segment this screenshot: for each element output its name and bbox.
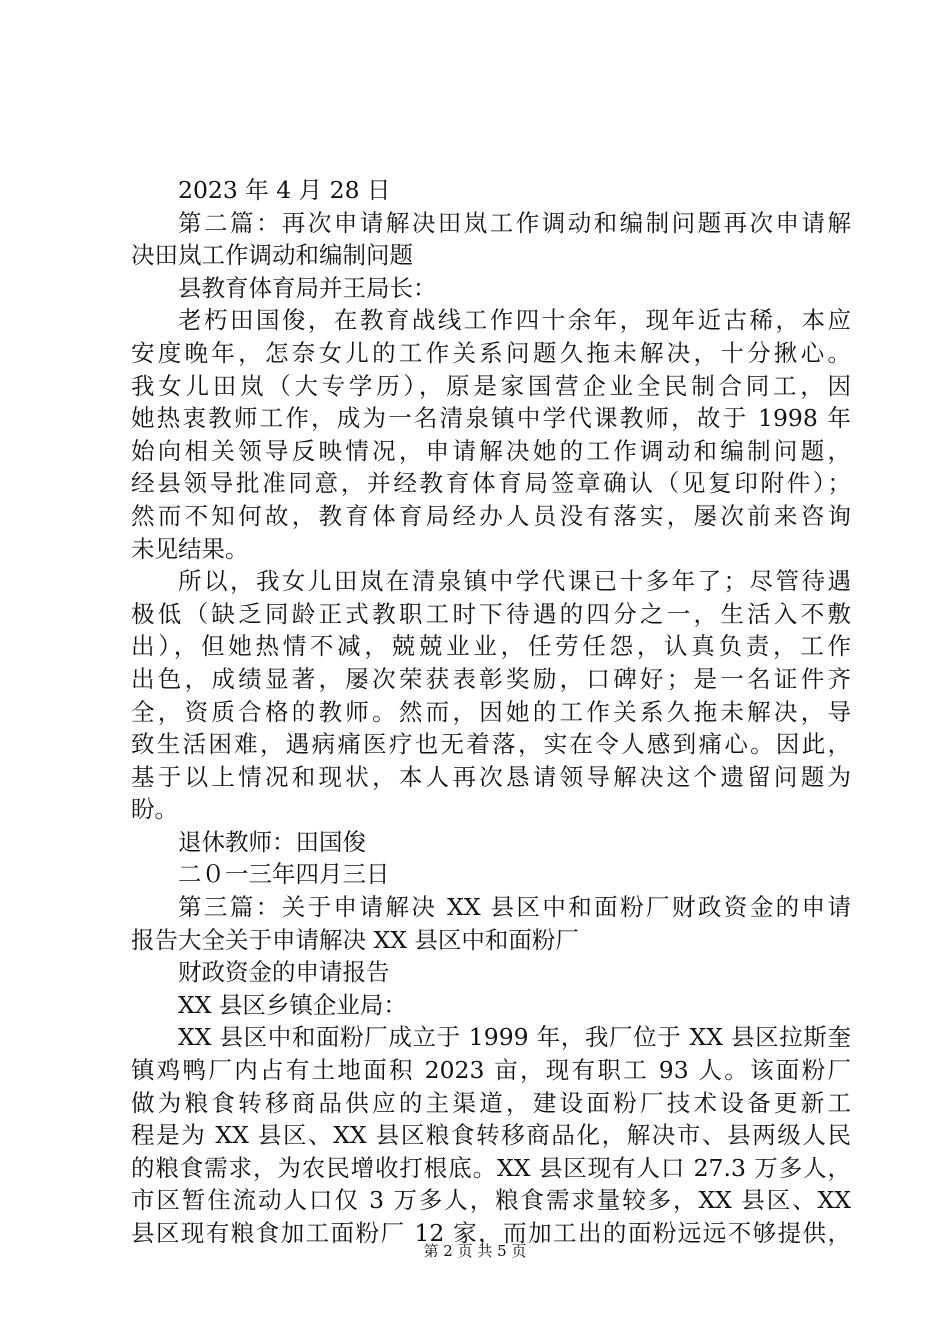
salutation: 县教育体育局并王局长： (178, 273, 437, 302)
section-3-title-line-1: 第三篇：关于申请解决 XX 县区中和面粉厂财政资金的申请 (178, 893, 851, 922)
section-3-title-line-2: 报告大全关于申请解决 XX 县区中和面粉厂 (131, 925, 579, 954)
paragraph-line: 出色，成绩显著，屡次荣获表彰奖励，口碑好；是一名证件齐 (131, 664, 851, 693)
paragraph-line: 她热衷教师工作，成为一名清泉镇中学代课教师，故于 1998 年 (131, 404, 851, 433)
paragraph-line: 所以，我女儿田岚在清泉镇中学代课已十多年了；尽管待遇 (178, 567, 851, 596)
signature: 退休教师：田国俊 (178, 827, 366, 856)
paragraph-line: 程是为 XX 县区、XX 县区粮食转移商品化，解决市、县两级人民 (131, 1121, 851, 1150)
section-2-title-line-2: 决田岚工作调动和编制问题 (131, 241, 413, 270)
paragraph-line: 出），但她热情不减，兢兢业业，任劳任怨，认真负责，工作 (131, 632, 851, 661)
paragraph-line: 极低（缺乏同龄正式教职工时下待遇的四分之一，生活入不敷 (131, 599, 851, 628)
paragraph-line: 老朽田国俊，在教育战线工作四十余年，现年近古稀，本应 (178, 306, 851, 335)
section-2-title-line-1: 第二篇：再次申请解决田岚工作调动和编制问题再次申请解 (178, 208, 851, 237)
paragraph-line: 盼。 (131, 795, 178, 824)
paragraph-line: 全，资质合格的教师。然而，因她的工作关系久拖未解决，导 (131, 697, 851, 726)
paragraph-line: 经县领导批准同意，并经教育体育局签章确认（见复印附件）； (131, 469, 851, 498)
date-line: 2023 年 4 月 28 日 (178, 176, 391, 204)
paragraph-line: 的粮食需求，为农民增收打根底。XX 县区现有人口 27.3 万多人， (131, 1153, 851, 1182)
paragraph-line: 然而不知何故，教育体育局经办人员没有落实，屡次前来咨询 (131, 501, 851, 530)
paragraph-line: 市区暂住流动人口仅 3 万多人，粮食需求量较多，XX 县区、XX (131, 1186, 851, 1215)
paragraph-line: 始向相关领导反映情况，申请解决她的工作调动和编制问题， (131, 436, 851, 465)
paragraph-line: 镇鸡鸭厂内占有土地面积 2023 亩，现有职工 93 人。该面粉厂 (131, 1056, 851, 1085)
paragraph-line: XX 县区中和面粉厂成立于 1999 年，我厂位于 XX 县区拉斯奎 (178, 1023, 851, 1052)
signature-date: 二０一三年四月三日 (178, 860, 390, 889)
paragraph-line: 我女儿田岚（大专学历），原是家国营企业全民制合同工，因 (131, 371, 851, 400)
page-footer: 第 2 页 共 5 页 (423, 1242, 527, 1260)
paragraph-line: 基于以上情况和现状，本人再次恳请领导解决这个遗留问题为 (131, 762, 851, 791)
paragraph-line: 致生活困难，遇病痛医疗也无着落，实在令人感到痛心。因此， (131, 730, 851, 759)
section-3-subtitle: 财政资金的申请报告 (178, 958, 390, 987)
paragraph-line: 县区现有粮食加工面粉厂 12 家，而加工出的面粉远远不够提供， (131, 1219, 851, 1247)
salutation: XX 县区乡镇企业局： (178, 990, 407, 1019)
paragraph-line: 做为粮食转移商品供应的主渠道，建设面粉厂技术设备更新工 (131, 1088, 851, 1117)
document-body (131, 174, 851, 1250)
paragraph-line: 未见结果。 (131, 534, 249, 563)
paragraph-line: 安度晚年，怎奈女儿的工作关系问题久拖未解决，十分揪心。 (131, 338, 851, 367)
